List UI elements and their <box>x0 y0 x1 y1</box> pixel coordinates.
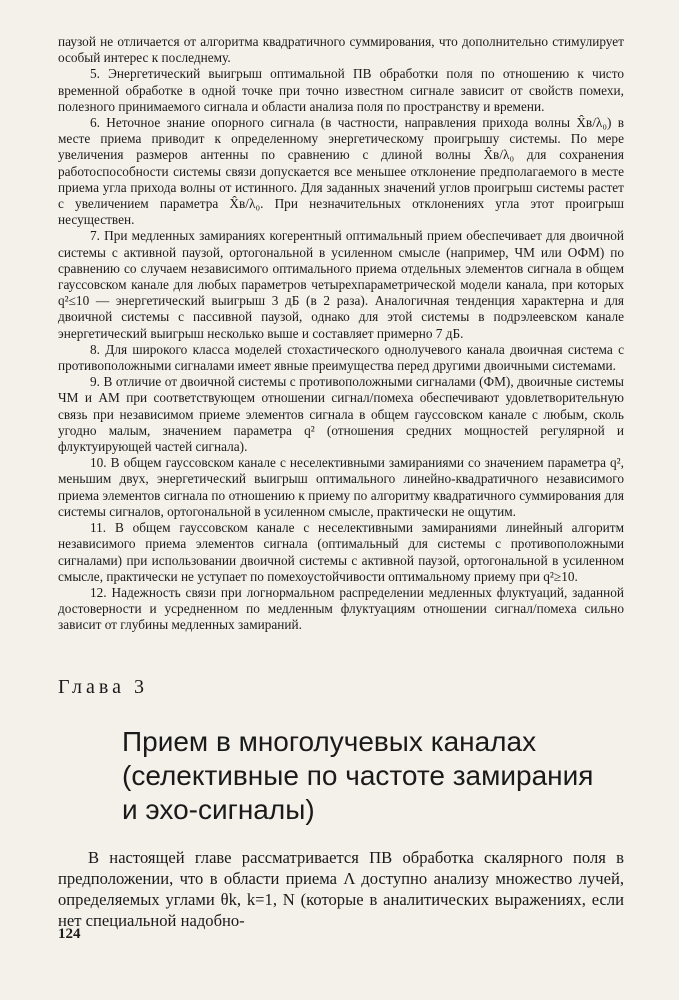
chapter-title-line: (селективные по частоте замирания <box>122 759 594 791</box>
intro-section <box>58 847 624 931</box>
paragraph-item-7: 7. При медленных замираниях когерентный оптимальный прием обеспечивает для двоичной системы с активной паузой, ортогональной в усиленном смысле (например, ЧМ или ОФМ) по сравнению со случаем независимого оптимального приема отдельных элементов сигнала в общем гауссовском канале для любых параметров четырехпараметрической модели канала, при которых q²≤10 — энергетический выигрыш 3 дБ (в 2 раза). Аналогичная тенденция характерна и для двоичной системы с пассивной паузой, однако для этой системы в подрэлеевском канале энергетический выигрыш несколько выше и составляет примерно 7 дБ. <box>58 228 624 341</box>
intro-paragraph: В настоящей главе рассматривается ПВ обработка скалярного поля в предположении, что в области приема Λ доступно анализу множество лучей, определяемых углами θk, k=1, N (которые в аналитических выражениях, если нет специальной надобно- <box>58 847 624 930</box>
chapter-label: Глава 3 <box>58 675 148 698</box>
paragraph-item-5: 5. Энергетический выигрыш оптимальной ПВ обработки поля по отношению к чисто временной обработке в одной точке при точно известном сигнале зависит от свойств помехи, полезного принимаемого сигнала и области анализа поля по пространству и времени. <box>58 66 624 114</box>
conclusions-list <box>58 34 624 634</box>
paragraph-item-11: 11. В общем гауссовском канале с неселективными замираниями линейный алгоритм независимого приема элементов сигнала (оптимальный для системы с противоположными сигналами) при использовании двоичной системы с активной паузой, ортогональной в усиленном смысле, практически не уступает по помехоустойчивости оптимальному приему при q²≥10. <box>58 520 624 584</box>
paragraph-item-10: 10. В общем гауссовском канале с неселективными замираниями со значением параметра q², меньшим двух, энергетический выигрыш оптимального линейно-квадратичного независимого приема элементов сигнала по отношению к приему по алгоритму квадратичного суммирования для системы сигналов, ортогональной в усиленном смысле, практически не ощутим. <box>58 455 624 519</box>
paragraph-item-12: 12. Надежность связи при логнормальном распределении медленных флуктуаций, заданной достоверности и усредненном по медленным флуктуациям отношении сигнал/помеха сильно зависит от глубины медленных замираний. <box>58 584 624 633</box>
paragraph-item-6: 6. Неточное знание опорного сигнала (в частности, направления прихода волны X̂в/λ₀) в месте приема приводит к определенному энергетическому проигрышу системы. По мере увеличения размеров антенны по сравнению с длиной волны X̂в/λ₀ для сохранения работоспособности системы связи допускается все меньшее отклонение предполагаемого в месте приема угла прихода волны от истинного. Для заданных значений углов проигрыш системы растет с увеличением параметра X̂в/λ₀. При незначительных отклонениях угла этот проигрыш несуществен. <box>58 115 624 228</box>
paragraph-continuation: паузой не отличается от алгоритма квадратичного суммирования, что дополнительно стимулирует особый интерес к последнему. <box>58 34 624 66</box>
paragraph-item-9: 9. В отличие от двоичной системы с противоположными сигналами (ФМ), двоичные системы ЧМ и АМ при соответствующем отношении сигнал/помеха обеспечивают удовлетворительную связь при независимом приеме элементов сигнала в общем гауссовском канале с любым, сколь угодно малым, значением параметра q² (отношения средних мощностей регулярной и флуктуирующей частей сигнала). <box>58 374 624 455</box>
chapter-title-line: и эхо-сигналы) <box>122 793 315 825</box>
paragraph-item-8: 8. Для широкого класса моделей стохастического однолучевого канала двоичная система с противоположными сигналами имеет явные преимущества перед другими двоичными системами. <box>58 341 624 374</box>
chapter-title-line: Прием в многолучевых каналах <box>122 725 537 757</box>
page-number: 124 <box>58 926 81 942</box>
chapter-title <box>122 725 624 827</box>
page-body <box>58 34 624 931</box>
